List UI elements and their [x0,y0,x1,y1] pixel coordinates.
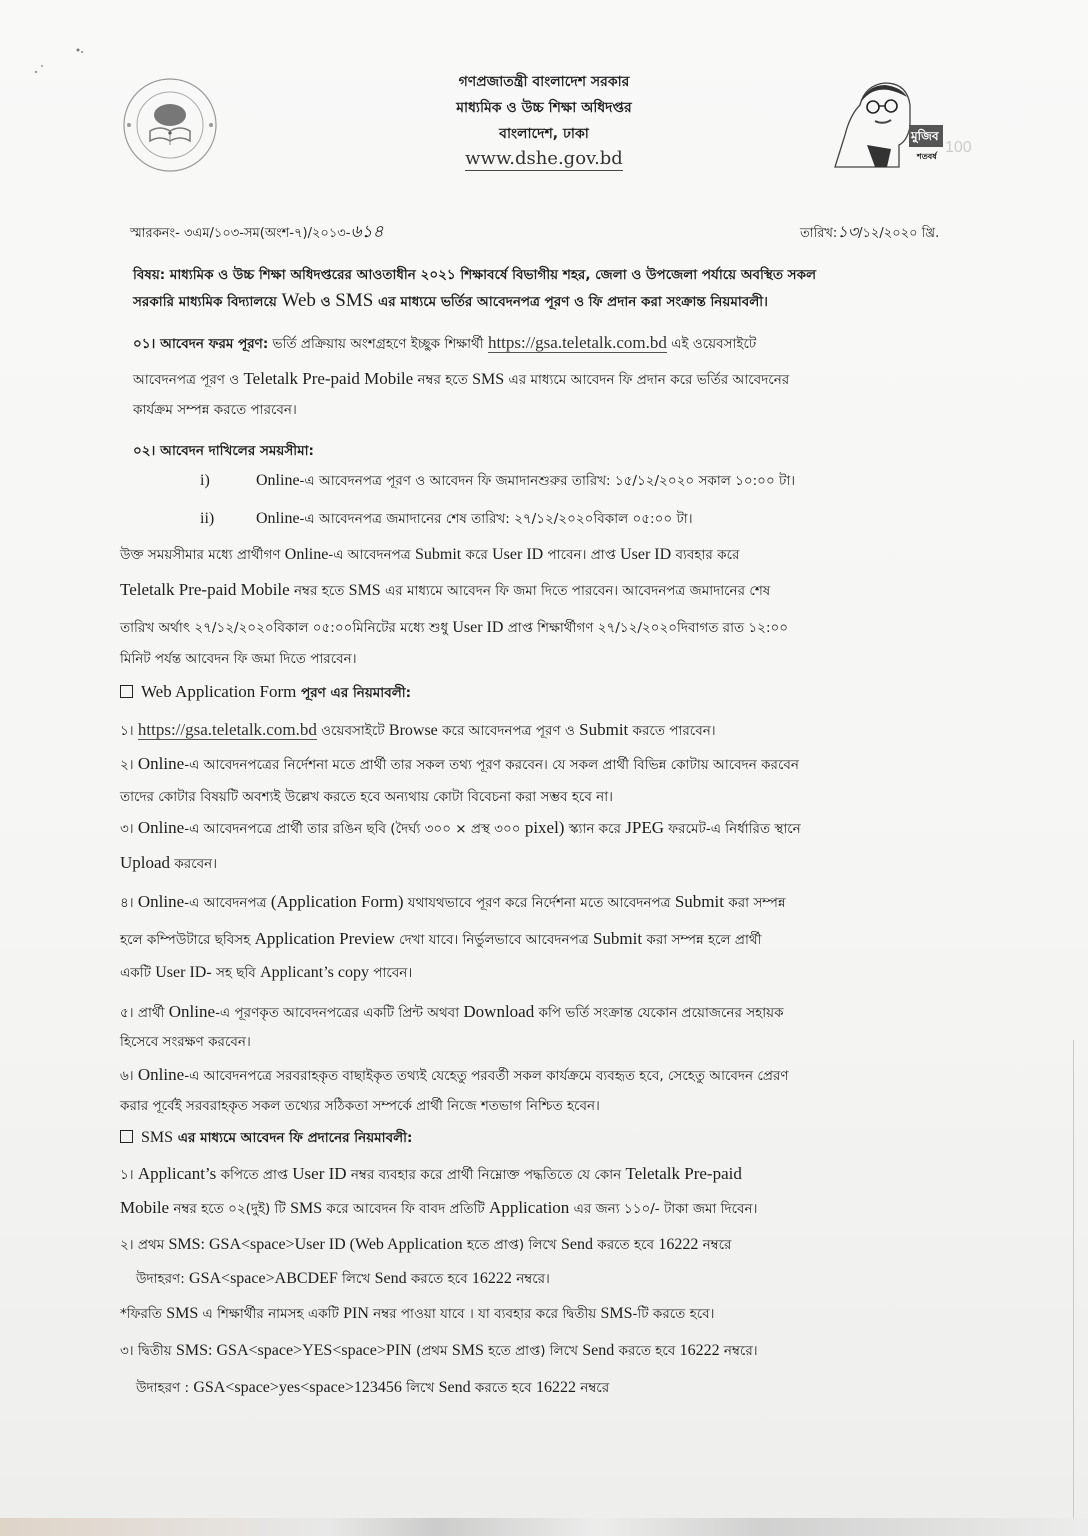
text-segment: *ফিরতি [120,1306,167,1322]
section1-line-1 [133,333,756,356]
date-label: তারিখ: [800,226,838,241]
text-segment: কপি ভর্তি সংক্রান্ত যেকোন প্রয়োজনের সহায়ক [534,1005,784,1021]
text-segment: তারিখ অর্থাৎ ২৭/১২/২০২০বিকাল ০৫:০০মিনিটের মধ্যে শুধু [120,620,453,636]
text-segment: Send [374,1270,407,1287]
text-segment: এর জন্য ১১০/- টাকা জমা দিবেন। [569,1201,758,1217]
sms-rule-2-line-1 [120,1234,731,1257]
text-segment: হতে প্রাপ্ত) লিখে [483,1343,583,1359]
text-segment: -এ আবেদনপত্র পূরণ ও আবেদন ফি জমাদানশুরুর তারিখ: ১৫/১২/২০২০ সকাল ১০:০০ টা। [299,473,796,489]
section1-line-2 [133,369,789,392]
web-rule-6-line-2: করার পূর্বেই সরবরাহকৃত সকল তথ্যের সঠিকতা সম্পর্কে প্রার্থী নিজে শতভাগ নিশ্চিত হবেন। [120,1098,600,1114]
text-segment: লিখে [337,1271,375,1287]
text-segment: লিখে [401,1380,439,1396]
text-segment: 16222 [658,1236,699,1253]
text-segment: Teletalk Pre-paid Mobile [120,580,290,599]
text-segment: -টি করতে হবে। [632,1306,715,1322]
text-segment: ৫। প্রার্থী [120,1005,169,1021]
directorate-name: মাধ্যমিক ও উচ্চ শিক্ষা অধিদপ্তর [456,100,632,116]
web-rule-3-line-2 [120,853,217,876]
text-segment: ii) [200,510,215,527]
web-rule-6-line-1 [120,1065,789,1088]
text-segment: সহ ছবি [211,965,261,981]
text-segment: দেখা যাবে। নির্ভুলভাবে আবেদনপত্র [394,932,593,948]
memo-label: স্মারকনং- ৩এম/১০৩-সম(অংশ-৭)/২০১৩- [130,226,351,241]
text-segment: করে আবেদনপত্র পূরণ ও [437,723,580,739]
text-segment: উদাহরণ : [136,1380,194,1396]
website-link[interactable] [344,148,744,169]
scan-speck-icon [30,40,90,80]
text-segment: Browse [388,722,438,739]
text-segment: করতে পারবেন। [628,723,716,739]
text-segment: Applicant’s copy [260,964,369,981]
text-segment: আবেদনপত্র পূরণ ও [133,372,244,388]
text-segment: SMS: GSA<space>YES<space>PIN [176,1342,412,1359]
text-segment: নম্বরে [698,1237,732,1253]
web-rule-1 [120,720,716,743]
text-segment: নম্বরে। [719,1343,758,1359]
text-segment: Applicant’s [137,1164,217,1183]
text-segment: স্ক্যান করে [564,821,626,837]
text-segment: ফরমেট-এ নির্ধারিত স্থানে [664,821,801,837]
memo-date [800,219,939,246]
text-segment: ভর্তি প্রক্রিয়ায় অংশগ্রহণে ইচ্ছুক শিক্ষার্থী [268,336,488,352]
text-segment: Online [168,1002,216,1021]
web-rule-4-line-3 [120,962,412,985]
sms-rule-2-example [136,1268,550,1291]
section2-para-line-2 [120,580,770,603]
text-segment: কপিতে প্রাপ্ত [216,1167,293,1183]
text-segment: User ID [292,1164,347,1183]
text-segment: SMS [335,290,374,311]
text-segment: নম্বর হতে [413,372,473,388]
text-segment: পাবেন। প্রাপ্ত [543,547,621,563]
text-segment: এ শিক্ষার্থীর নামসহ একটি [198,1306,344,1322]
text-segment: ২। [120,757,138,773]
text-segment: i) [200,472,210,489]
badge-number: 100 [945,139,972,156]
text-segment: SMS [166,1305,199,1322]
section2-para-line-3 [120,617,788,640]
memo-handwritten-number: ৬১৪ [350,222,384,242]
text-segment: এর মাধ্যমে আবেদন ফি জমা দিতে পারবেন। আবেদনপত্র জমাদানের শেষ [380,583,771,599]
text-segment: GSA<space>ABCDEF [189,1270,338,1287]
text-segment: পাবেন। [368,965,413,981]
subject-line-2 [133,290,768,314]
text-segment: এর মাধ্যমে ভর্তির আবেদনপত্র পূরণ ও ফি প্রদান করা সংক্রান্ত নিয়মাবলী। [373,294,768,310]
web-rule-2-line-2: তাদের কোটার বিষয়টি অবশ্যই উল্লেখ করতে হবে অন্যথায় কোটা বিবেচনা করা সম্ভব হবে না। [120,789,613,805]
deadline-item-2 [200,508,693,531]
text-segment: ব্যবহার করে [671,547,740,563]
date-rest: /১২/২০২০ খ্রি. [858,226,940,241]
text-segment: ৩। [120,821,138,837]
sms-rule-3-line-1 [120,1340,758,1363]
mujib-borsho-badge [815,75,985,170]
web-rule-5-line-2: হিসেবে সংরক্ষণ করবেন। [120,1034,251,1050]
checkbox-icon [120,685,133,698]
text-segment: (প্রথম [411,1343,452,1359]
text-segment: উদাহরণ: [136,1271,190,1287]
text-segment: ১। [120,1167,138,1183]
text-segment: User ID [492,546,544,563]
text-segment: নম্বর ব্যবহার করে প্রার্থী নিম্নোক্ত পদ্ধতিতে যে কোন [346,1167,626,1183]
text-segment: এর মাধ্যমে আবেদন ফি প্রদান করে ভর্তির আবেদনের [504,372,790,388]
text-segment: ৪। [120,895,138,911]
text-segment: ওয়েবসাইটে [316,723,389,739]
text-segment: User ID- [155,964,212,981]
text-segment: করতে হবে [470,1380,536,1396]
text-segment: Web Application Form [141,682,297,701]
date-handwritten-day: ১৩ [837,222,859,241]
text-segment: ২। প্রথম [120,1237,169,1253]
text-segment: Online [256,510,300,527]
text-segment: করা সম্পন্ন হলে প্রার্থী [642,932,762,948]
text-segment: Submit [592,929,643,948]
text-segment: ও [315,294,336,310]
section1-heading: ০১। আবেদন ফরম পূরণ: [133,336,269,352]
page-edge-line [1073,1040,1074,1520]
text-segment: করবেন। [170,856,218,872]
web-rule-2-line-1 [120,754,799,777]
text-segment: পূরণ এর নিয়মাবলী: [296,685,412,701]
text-segment: User ID [620,546,672,563]
text-segment: সরকারি মাধ্যমিক বিদ্যালয়ে [133,294,282,310]
text-segment: করতে হবে [592,1237,659,1253]
sms-rules-heading [120,1127,412,1150]
text-segment: Upload [120,853,171,872]
text-segment: 16222 [471,1270,512,1287]
text-segment: SMS [348,582,381,599]
text-segment: করতে হবে [406,1271,472,1287]
section1-line-3: কার্যক্রম সম্পন্ন করতে পারবেন। [133,402,297,418]
text-segment: Application Preview [254,929,395,948]
text-segment: 16222 [535,1379,576,1396]
text-segment: করে [461,547,493,563]
text-segment: User ID [452,619,504,636]
web-rules-heading [120,682,411,705]
web-rule-5-line-1 [120,1002,784,1025]
text-segment: এই ওয়েবসাইটে [666,336,757,352]
text-segment: JPEG [625,818,664,837]
web-rule-3-line-1 [120,818,801,841]
text-segment: করা সম্পন্ন [723,895,786,911]
text-segment: নম্বর হতে [289,583,349,599]
text-segment: Online [137,1065,185,1084]
sms-return-note [120,1303,714,1326]
teletalk-link-2[interactable]: https://gsa.teletalk.com.bd [137,720,317,739]
text-segment: নম্বর হতে ০২(দুই) টি [169,1201,291,1217]
sms-rule-1-line-2 [120,1198,757,1221]
text-segment: -এ আবেদনপত্রে প্রার্থী তার রঙিন ছবি (দৈর্ঘ্য ৩০০ × প্রস্থ ৩০০ [184,821,525,837]
text-segment: Download [463,1002,535,1021]
text-segment: করে আবেদন ফি বাবদ প্রতিটি [322,1201,490,1217]
text-segment: PIN [343,1305,369,1322]
text-segment: এর মাধ্যমে আবেদন ফি প্রদানের নিয়মাবলী: [173,1130,413,1146]
text-segment: হলে কম্পিউটারে ছবিসহ [120,932,255,948]
text-segment: SMS [472,371,505,388]
section2-para-line-1 [120,544,739,567]
text-segment: Send [582,1342,615,1359]
text-segment: নম্বরে। [511,1271,550,1287]
text-segment: যথাযথভাবে পূরণ করে নির্দেশনা মতে আবেদনপত্র [403,895,675,911]
text-segment: ১। [120,723,138,739]
govt-name: গণপ্রজাতন্ত্রী বাংলাদেশ সরকার [458,74,630,90]
text-segment: নম্বর পাওয়া যাবে । যা ব্যবহার করে দ্বিতীয় [368,1306,601,1322]
text-segment: Submit [415,546,462,563]
text-segment: GSA<space>yes<space>123456 [193,1379,402,1396]
text-segment: Send [438,1379,471,1396]
text-segment: Online [137,754,185,773]
section2-heading: ০২। আবেদন দাখিলের সময়সীমা: [133,443,314,459]
text-segment: Online [137,892,185,911]
text-segment: Online [284,546,329,563]
text-segment: -এ পূরণকৃত আবেদনপত্রের একটি প্রিন্ট অথবা [215,1005,464,1021]
scan-bottom-edge [0,1518,1088,1536]
text-segment: Teletalk Pre-paid Mobile [243,369,414,388]
text-segment: উক্ত সময়সীমার মধ্যে প্রার্থীগণ [120,547,285,563]
text-segment: SMS: GSA<space>User ID (Web Application [168,1236,463,1253]
section2-para-line-4: মিনিট পর্যন্ত আবেদন ফি জমা দিতে পারবেন। [120,651,357,667]
text-segment: Submit [674,892,724,911]
website-text[interactable]: www.dshe.gov.bd [465,148,623,169]
text-segment: করতে হবে [614,1343,680,1359]
sms-rule-3-example [136,1377,609,1400]
text-segment: -এ আবেদনপত্রে সরবরাহকৃত বাছাইকৃত তথ্যই যেহেতু পরবর্তী সকল কার্যক্রমে ব্যবহৃত হবে, সেহেতু আবেদন প্রেরণ [184,1068,789,1084]
badge-text: মুজিব [911,129,939,143]
text-segment: SMS [451,1342,484,1359]
text-segment: Mobile [120,1198,170,1217]
text-segment: (Application Form) [270,892,404,911]
text-segment: -এ আবেদনপত্র [184,895,271,911]
text-segment: Online [256,472,300,489]
text-segment: Submit [579,720,629,739]
web-rule-4-line-2 [120,929,761,952]
memo-number [130,219,384,247]
subject-line-1: বিষয়: মাধ্যমিক ও উচ্চ শিক্ষা অধিদপ্তরের আওতাধীন ২০২১ শিক্ষাবর্ষে বিভাগীয় শহর, জেলা ও উপজেলা পর্যায়ে অবস্থিত সকল [133,267,817,283]
text-segment: Web [281,290,316,311]
text-segment: SMS [290,1200,323,1217]
text-segment: 16222 [679,1342,720,1359]
teletalk-link[interactable]: https://gsa.teletalk.com.bd [487,333,667,352]
text-segment: pixel) [524,818,565,837]
text-segment: নম্বরে [575,1380,610,1396]
text-segment: ৬। [120,1068,138,1084]
text-segment: Application [489,1198,570,1217]
text-segment: SMS [141,1129,174,1146]
badge-subtext: শতবর্ষ [917,152,937,161]
text-segment: একটি [120,965,156,981]
text-segment: হতে প্রাপ্ত) লিখে [462,1237,561,1253]
text-segment: ৩। দ্বিতীয় [120,1343,177,1359]
text-segment: SMS [600,1305,633,1322]
dshe-seal-logo-icon [120,75,220,175]
web-rule-4-line-1 [120,892,786,915]
text-segment: Online [137,818,185,837]
text-segment: -এ আবেদনপত্র জমাদানের শেষ তারিখ: ২৭/১২/২০২০বিকাল ০৫:০০ টা। [299,511,693,527]
text-segment: Send [560,1236,593,1253]
text-segment: প্রাপ্ত শিক্ষার্থীগণ ২৭/১২/২০২০দিবাগত রাত ১২:০০ [503,620,789,636]
text-segment: Teletalk Pre-paid [625,1164,742,1183]
text-segment: -এ আবেদনপত্রের নির্দেশনা মতে প্রার্থী তার সকল তথ্য পূরণ করবেন। যে সকল প্রার্থী বিভিন্ন কোটায় আবেদন করবেন [184,757,799,773]
text-segment: -এ আবেদনপত্র [328,547,415,563]
sms-rule-1-line-1 [120,1164,742,1187]
deadline-item-1 [200,470,795,493]
checkbox-icon [120,1130,133,1143]
location: বাংলাদেশ, ঢাকা [499,126,589,142]
